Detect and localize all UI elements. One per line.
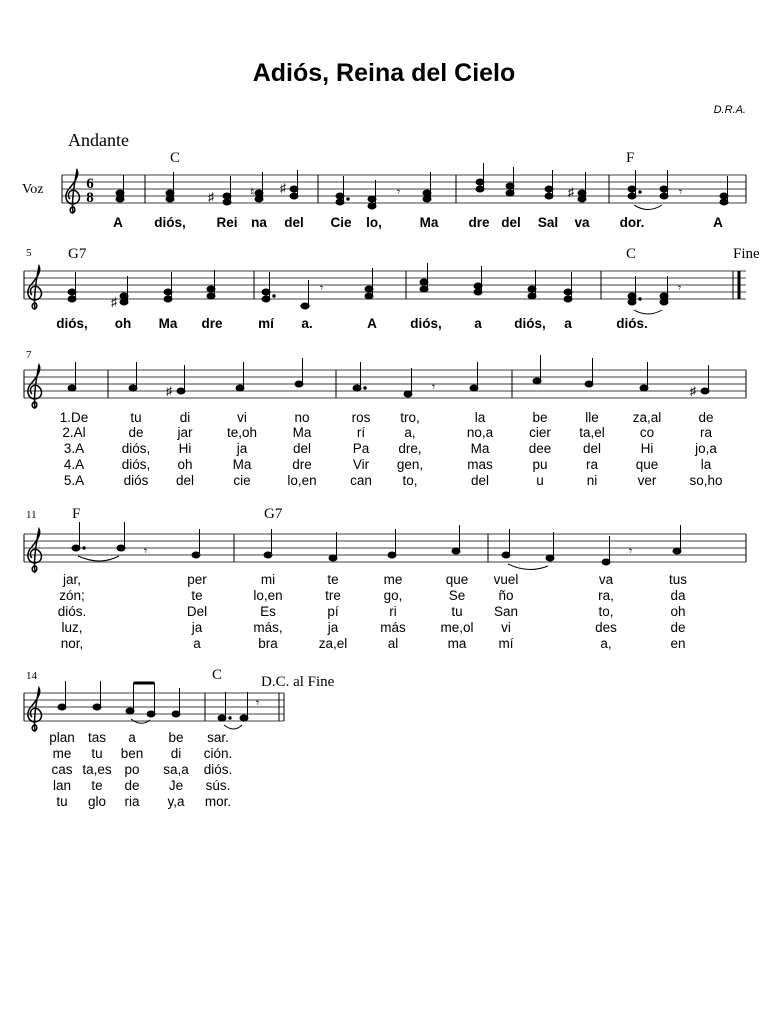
lyric-syllable: ta,es [82,762,112,777]
lyric-syllable: diós, [56,316,88,331]
staff-lines [24,534,746,562]
lyric-syllable: del [284,215,304,230]
lyric-syllable: sar. [207,730,229,745]
system-2 [24,246,760,331]
lyric-syllable: co [639,425,655,440]
lyric-syllable: de [124,778,140,793]
lyric-syllable: to, [402,473,418,488]
lyric-syllable: lan [52,778,72,793]
lyric-syllable: me [383,572,403,587]
svg-text:𝄾: 𝄾 [320,281,324,295]
lyric-syllable: zón; [59,588,85,603]
lyric-syllable: en [670,636,686,651]
lyric-syllable: de [128,425,144,440]
lyric-syllable: Del [186,604,208,619]
lyric-syllable: no [294,410,310,425]
lyric-syllable: Vir [352,457,370,472]
lyric-syllable: ra [699,425,713,440]
lyric-syllable: Pa [352,441,370,456]
lyrics-verse-line [56,316,648,331]
lyric-syllable: rí [356,425,366,440]
lyric-syllable: can [350,473,372,488]
lyric-syllable: y,a [167,794,185,809]
system-3 [24,349,746,488]
lyric-syllable: tas [87,730,107,745]
lyric-syllable: gen, [396,457,424,472]
chord-symbol: F [72,506,81,522]
lyric-syllable: ria [124,794,140,809]
lyric-syllable: ri [389,604,397,619]
lyric-syllable: mí [498,636,514,651]
lyric-syllable: ta,el [579,425,605,440]
lyric-syllable: dor. [619,215,645,230]
lyric-syllable: ja [236,441,248,456]
lyric-syllable: de [670,620,686,635]
lyric-syllable: diós. [203,762,233,777]
notes [58,681,259,729]
lyric-syllable: Hi [640,441,654,456]
lyric-syllable: jo,a [695,441,717,456]
lyric-syllable: vi [237,410,247,425]
svg-text:𝄾: 𝄾 [679,185,683,199]
lyric-syllable: dee [528,441,552,456]
lyrics-verse-2 [59,588,686,603]
lyric-syllable: ben [120,746,144,761]
lyrics-verse-5 [56,794,231,809]
lyric-syllable: ni [586,473,598,488]
lyric-syllable: Ma [232,457,252,472]
lyric-syllable: ra [585,457,599,472]
lyric-syllable: Ma [158,316,178,331]
lyric-syllable: da [670,588,686,603]
lyric-syllable: oh [670,604,686,619]
dc-al-fine-marking: D.C. al Fine [261,674,335,690]
lyrics-verse-3 [58,604,686,619]
lyric-syllable: pí [327,604,339,619]
lyric-syllable: di [179,410,191,425]
tempo-marking: Andante [68,130,129,150]
lyric-syllable: ño [498,588,514,603]
lyric-syllable: 2.Al [62,425,86,440]
lyric-syllable: tu [130,410,142,425]
chord-symbol: C [626,246,637,262]
lyric-syllable: te [91,778,103,793]
system-1 [62,150,746,230]
lyric-syllable: Ma [470,441,490,456]
lyrics-verse-4 [53,778,230,793]
notes [68,355,709,398]
lyric-syllable: tu [56,794,68,809]
lyric-syllable: del [175,473,195,488]
svg-text:♯: ♯ [280,181,286,195]
chord-symbol: F [626,150,635,166]
lyric-syllable: ja [327,620,339,635]
lyric-syllable: jar [177,425,193,440]
lyrics-verses [49,730,232,809]
svg-text:𝄾: 𝄾 [629,544,633,558]
lyrics-verse-3 [51,762,232,777]
lyric-syllable: que [635,457,659,472]
lyric-syllable: Sal [537,215,559,230]
lyric-syllable: a [474,316,482,331]
lyric-syllable: más [380,620,406,635]
svg-text:𝄾: 𝄾 [678,281,682,295]
lyric-syllable: diós, [410,316,442,331]
lyric-syllable: diós. [57,604,87,619]
treble-clef-icon [66,170,80,213]
lyric-syllable: diós, [514,316,546,331]
treble-clef-icon [28,688,42,731]
lyric-syllable: cie [233,473,251,488]
svg-text:♯: ♯ [690,384,696,398]
lyric-syllable: tu [451,604,463,619]
svg-text:𝄾: 𝄾 [397,185,401,199]
lyric-syllable: Ma [292,425,312,440]
lyric-syllable: A [713,215,723,230]
lyric-syllable: a, [600,636,612,651]
lyric-syllable: 4.A [63,457,85,472]
lyric-syllable: Hi [178,441,192,456]
lyric-syllable: diós, [121,441,151,456]
lyric-syllable: ver [637,473,657,488]
lyric-syllable: sús. [205,778,231,793]
lyric-syllable: bra [258,636,278,651]
staff-lines [24,370,746,398]
lyric-syllable: la [700,457,712,472]
measure-number: 5 [26,247,32,259]
lyrics-verse-2 [62,425,712,440]
lyric-syllable: ra, [598,588,614,603]
lyric-syllable: a [193,636,201,651]
lyric-syllable: mí [258,316,274,331]
lyric-syllable: di [170,746,182,761]
lyric-syllable: diós [123,473,149,488]
lyric-syllable: plan [49,730,75,745]
system-5 [24,667,335,809]
lyric-syllable: 3.A [63,441,85,456]
lyric-syllable: mor. [204,794,232,809]
lyrics-verse-line [113,215,723,230]
lyrics-verses [60,410,723,488]
chord-symbol: G7 [68,246,87,262]
fine-marking: Fine [733,246,760,262]
lyric-syllable: cier [529,425,551,440]
svg-text:𝄾: 𝄾 [256,696,260,710]
lyric-syllable: lle [585,410,599,425]
lyric-syllable: del [292,441,312,456]
lyric-syllable: dre, [398,441,422,456]
lyric-syllable: za,al [632,410,662,425]
lyric-syllable: tro, [400,410,420,425]
lyric-syllable: per [187,572,207,587]
lyrics-verse-4 [61,620,685,635]
lyrics-verse-3 [64,441,718,456]
lyrics-verses [58,572,688,651]
lyric-syllable: tu [91,746,103,761]
lyric-syllable: jar, [62,572,82,587]
lyric-syllable: ción. [203,746,233,761]
lyric-syllable: del [501,215,521,230]
lyric-syllable: dre [201,316,223,331]
lyric-syllable: za,el [318,636,348,651]
measure-number: 11 [26,509,37,521]
lyric-syllable: mas [467,457,493,472]
lyric-syllable: u [536,473,544,488]
song-title: Adiós, Reina del Cielo [252,59,516,87]
lyric-syllable: A [113,215,123,230]
lyric-syllable: al [387,636,399,651]
lyric-syllable: del [582,441,602,456]
lyric-syllable: la [474,410,486,425]
lyric-syllable: ja [191,620,203,635]
lyric-syllable: diós. [616,316,648,331]
lyric-syllable: a [128,730,136,745]
svg-text:♯: ♯ [568,185,574,199]
lyric-syllable: no,a [466,425,494,440]
lyric-syllable: que [445,572,469,587]
lyrics-verse-5 [61,636,686,651]
staff-lines [62,175,746,203]
lyric-syllable: sa,a [163,762,189,777]
lyric-syllable: te,oh [226,425,258,440]
treble-clef-icon [28,529,42,572]
lyric-syllable: so,ho [689,473,723,488]
chord-symbol: C [170,150,181,166]
lyric-syllable: te [191,588,203,603]
instrument-name: Voz [22,182,44,197]
lyric-syllable: Rei [216,215,238,230]
lyric-syllable: Ma [419,215,439,230]
lyric-syllable: a [564,316,572,331]
lyric-syllable: lo,en [253,588,283,603]
lyric-syllable: ros [351,410,371,425]
lyric-syllable: des [595,620,617,635]
lyric-syllable: go, [383,588,403,603]
lyric-syllable: to, [598,604,614,619]
lyric-syllable: del [470,473,490,488]
lyric-syllable: Se [448,588,466,603]
lyric-syllable: na [251,215,267,230]
lyric-syllable: dre [468,215,490,230]
chord-symbol: G7 [264,506,283,522]
lyric-syllable: diós, [154,215,186,230]
lyric-syllable: po [124,762,140,777]
system-4 [24,506,746,651]
lyric-syllable: luz, [61,620,83,635]
measure-number: 7 [26,349,32,361]
lyric-syllable: glo [87,794,107,809]
lyric-syllable: vi [501,620,511,635]
lyrics-verse-4 [64,457,712,472]
time-signature-denominator: 8 [86,190,94,206]
lyric-syllable: Cie [330,215,352,230]
lyric-syllable: a, [404,425,416,440]
lyric-syllable: lo,en [287,473,317,488]
lyric-syllable: de [698,410,714,425]
lyric-syllable: vuel [493,572,519,587]
lyric-syllable: San [493,604,519,619]
lyrics-verse-2 [53,746,233,761]
lyric-syllable: lo, [366,215,382,230]
svg-text:𝄾: 𝄾 [432,380,436,394]
lyric-syllable: nor, [60,636,84,651]
lyric-syllable: mi [260,572,276,587]
notes [72,522,681,570]
lyric-syllable: me [52,746,72,761]
lyric-syllable: diós, [121,457,151,472]
lyrics-verse-5 [64,473,723,488]
lyric-syllable: me,ol [440,620,474,635]
lyric-syllable: 1.De [59,410,89,425]
lyric-syllable: a. [301,316,313,331]
lyric-syllable: te [327,572,339,587]
svg-text:♯: ♯ [208,190,214,204]
treble-clef-icon [28,365,42,408]
lyric-syllable: tre [325,588,341,603]
lyric-syllable: tus [668,572,688,587]
time-signature-numerator: 6 [86,176,94,192]
svg-text:♯: ♯ [111,295,117,309]
lyric-syllable: A [367,316,377,331]
lyrics-verse-1 [62,572,687,587]
lyric-syllable: Je [168,778,184,793]
lyric-syllable: pu [532,457,548,472]
staff-lines [24,271,746,299]
lyric-syllable: ma [447,636,467,651]
lyric-syllable: va [574,215,590,230]
lyric-syllable: oh [114,316,132,331]
svg-text:♯: ♯ [166,384,172,398]
lyric-syllable: be [532,410,548,425]
chord-symbol: C [212,667,223,683]
lyric-syllable: 5.A [63,473,85,488]
lyric-syllable: va [598,572,614,587]
composer-credit: D.R.A. [713,104,746,116]
lyrics-verse-1 [60,410,714,425]
lyric-syllable: más, [253,620,283,635]
svg-text:𝄾: 𝄾 [144,544,148,558]
lyric-syllable: dre [292,457,312,472]
lyric-syllable: cas [51,762,73,777]
svg-text:♮: ♮ [250,185,255,199]
measure-number: 14 [26,670,37,682]
lyric-syllable: be [168,730,184,745]
notes [116,163,728,210]
treble-clef-icon [28,266,42,309]
lyric-syllable: Es [260,604,276,619]
lyric-syllable: oh [177,457,193,472]
lyrics-verse-1 [49,730,229,745]
